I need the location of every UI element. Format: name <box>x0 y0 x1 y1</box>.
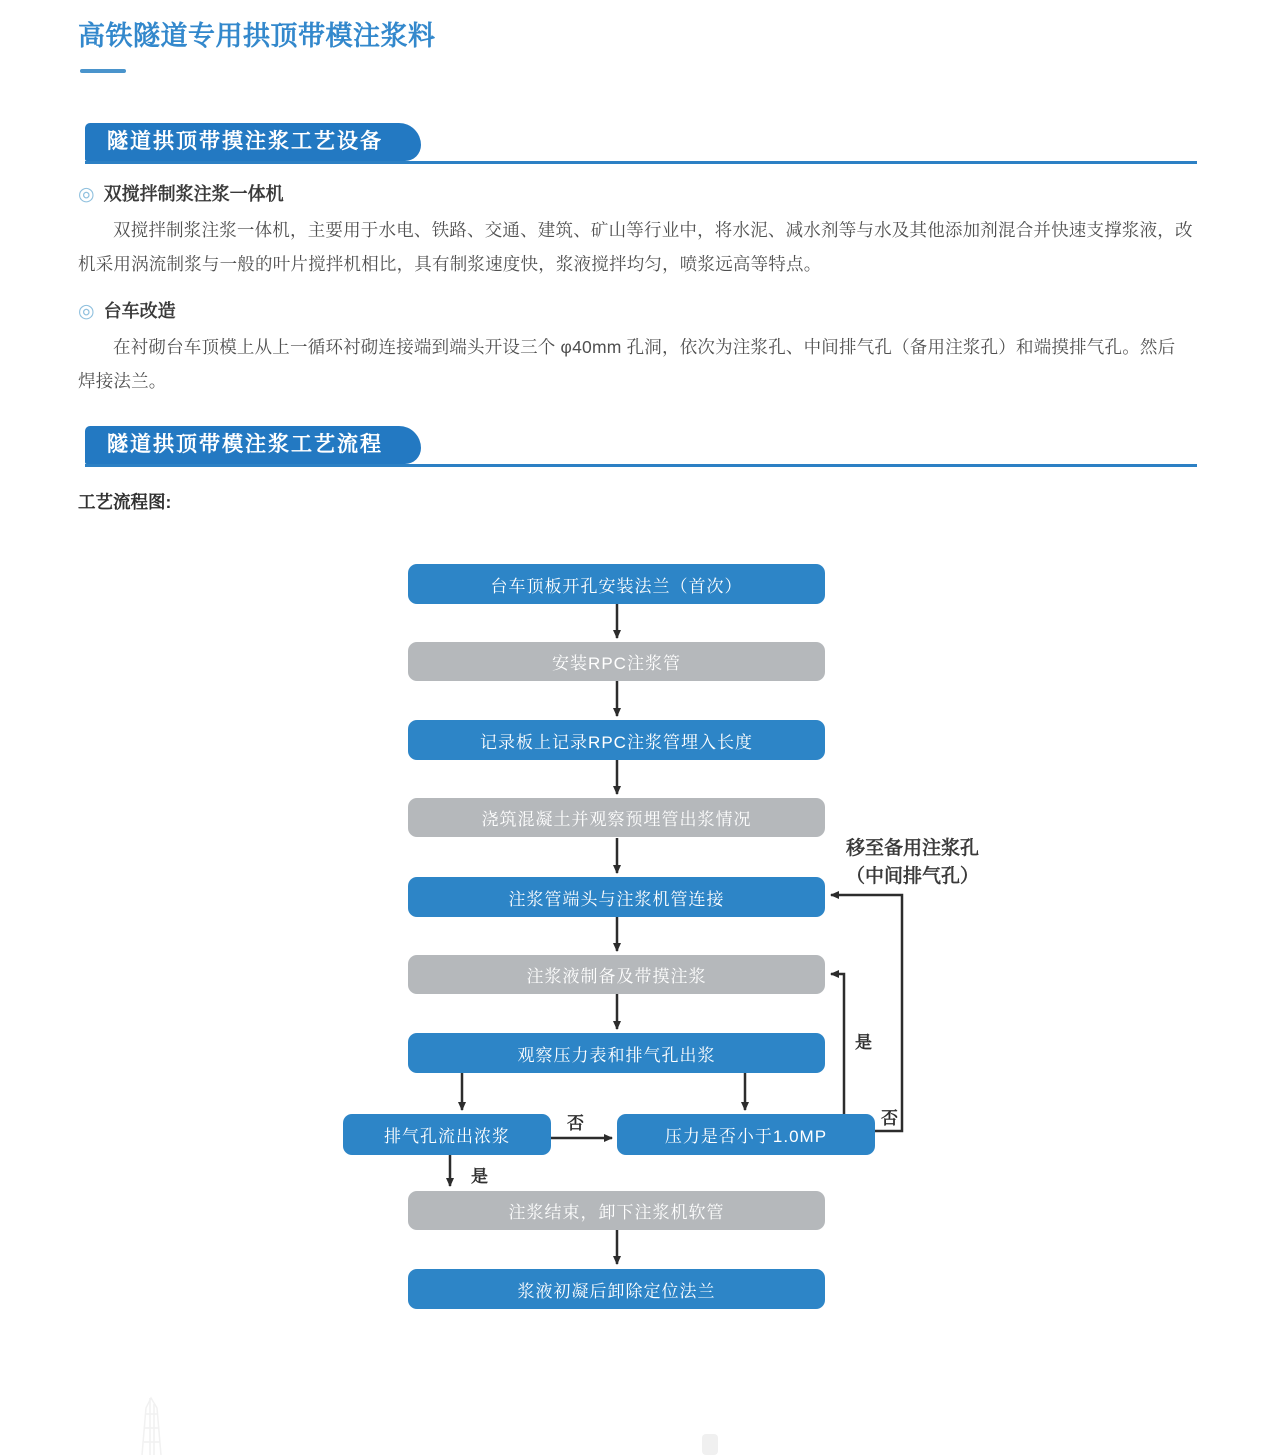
edge-label-no-feedback: 否 <box>881 1109 898 1128</box>
flow-annotation-line2: （中间排气孔） <box>845 866 979 887</box>
paragraph-line: 双搅拌制浆注浆一体机，主要用于水电、铁路、交通、建筑、矿山等行业中，将水泥、减水剂等与水及其他添加剂混合并快速支撑浆液，改 <box>113 220 1193 240</box>
process-flowchart <box>0 556 1280 1416</box>
flow-node-prepare-grout: 注浆液制备及带摸注浆 <box>408 955 825 994</box>
flow-node-pressure-check: 压力是否小于1.0MP <box>617 1114 875 1155</box>
paragraph-line: 焊接法兰。 <box>78 371 167 391</box>
flow-node-grouting-finished: 注浆结束，卸下注浆机软管 <box>408 1191 825 1230</box>
equipment-item-2-heading <box>78 298 1280 325</box>
paragraph-line: 机采用涡流制浆与一般的叶片搅拌机相比，具有制浆速度快，浆液搅拌均匀，喷浆远高等特点。 <box>78 254 822 274</box>
section-banner-equipment <box>85 123 1197 164</box>
flow-node-vent-thick-grout: 排气孔流出浓浆 <box>343 1114 551 1155</box>
section-banner-equipment-label: 隧道拱顶带摸注浆工艺设备 <box>85 123 421 161</box>
flow-node-install-flange: 台车顶板开孔安装法兰（首次） <box>408 564 825 604</box>
equipment-item-1-heading <box>78 181 1280 208</box>
flow-node-pour-concrete: 浇筑混凝土并观察预埋管出浆情况 <box>408 798 825 837</box>
edge-label-yes-feedback: 是 <box>855 1033 872 1052</box>
flow-node-install-rpc-pipe: 安装RPC注浆管 <box>408 642 825 681</box>
flow-node-observe-pressure: 观察压力表和排气孔出浆 <box>408 1033 825 1073</box>
flow-figure-label: 工艺流程图: <box>78 492 172 512</box>
flow-annotation-backup-hole <box>840 835 985 891</box>
watermark-smudge <box>702 1434 718 1455</box>
edge-label-yes: 是 <box>471 1167 488 1186</box>
section-banner-process-label: 隧道拱顶带模注浆工艺流程 <box>85 426 421 464</box>
section-banner-process <box>85 426 1197 467</box>
flow-annotation-line1: 移至备用注浆孔 <box>845 838 979 859</box>
paragraph-line: 在衬砌台车顶模上从上一循环衬砌连接端到端头开设三个 φ40mm 孔洞，依次为注浆孔、中间排气孔（备用注浆孔）和端摸排气孔。然后 <box>113 337 1176 357</box>
title-underline <box>80 69 126 73</box>
flow-node-record-length: 记录板上记录RPC注浆管埋入长度 <box>408 720 825 760</box>
edge-label-no: 否 <box>567 1114 584 1133</box>
equipment-item-2-paragraph <box>78 330 1203 398</box>
flow-node-connect-machine: 注浆管端头与注浆机管连接 <box>408 877 825 917</box>
equipment-item-1-paragraph <box>78 213 1203 281</box>
equipment-item-1-heading-label: 双搅拌制浆注浆一体机 <box>103 184 284 204</box>
watermark-tower-sketch <box>120 1394 190 1455</box>
double-circle-bullet-icon: ◎ <box>78 301 95 322</box>
equipment-item-2-heading-label: 台车改造 <box>103 301 176 321</box>
flow-node-remove-flange: 浆液初凝后卸除定位法兰 <box>408 1269 825 1309</box>
double-circle-bullet-icon: ◎ <box>78 184 95 205</box>
page-title: 高铁隧道专用拱顶带模注浆料 <box>78 21 436 51</box>
